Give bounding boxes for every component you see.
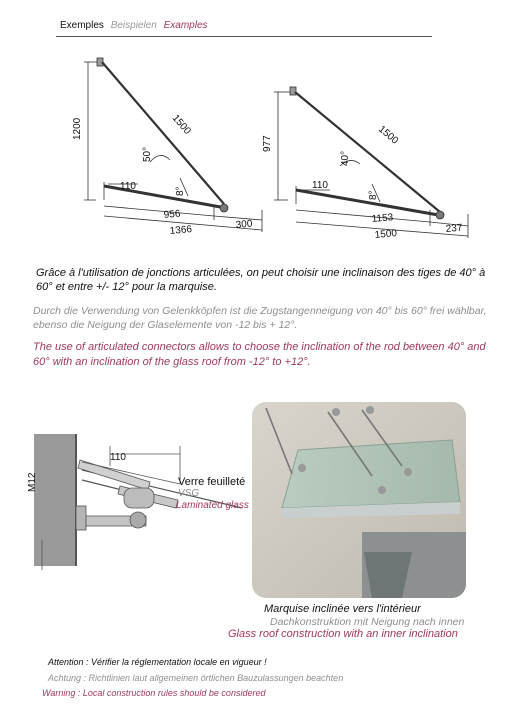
d2-overhang-label: 237 xyxy=(445,222,463,235)
attention-en: Warning : Local construction rules should be considered xyxy=(42,688,266,698)
d2-angle-label: 40° xyxy=(340,150,351,166)
d1-rod-label: 1500 xyxy=(169,112,193,137)
header-fr: Exemples xyxy=(60,20,104,31)
attention-de: Achtung : Richtlinien laut allgemeinen örtlichen Bauzulassungen beachten xyxy=(48,673,344,683)
description-fr: Grâce à l'utilisation de jonctions articulées, on peut choisir une inclinaison des tiges de 40° à 60° et entre +/- 12° pour la marquise. xyxy=(36,267,486,293)
photo-caption-en: Glass roof construction with an inner inclination xyxy=(228,628,458,640)
header-en: Examples xyxy=(163,20,208,31)
d2-offset-label: 110 xyxy=(312,180,328,191)
glass-label-en: Laminated glass xyxy=(176,500,249,511)
d1-outer-label: 1366 xyxy=(169,224,193,237)
glass-label-de: VSG xyxy=(178,488,200,499)
detail-bolt-label: M12 xyxy=(27,472,38,492)
photo-caption-de: Dachkonstruktion mit Neigung nach innen xyxy=(270,616,465,628)
d2-outer-label: 1500 xyxy=(374,228,398,241)
d1-offset-label: 110 xyxy=(120,181,136,192)
d2-height-label: 977 xyxy=(262,135,273,152)
d1-inner-label: 956 xyxy=(163,208,181,221)
description-de: Durch die Verwendung von Gelenkköpfen ist die Zugstangenneigung von 40° bis 60° frei wählbar, ebenso die Neigung der Glaselemente von -12 bis + 12°. xyxy=(33,305,487,331)
connector-detail-drawing xyxy=(30,420,262,570)
d1-height-label: 1200 xyxy=(72,117,83,140)
drawing-1 xyxy=(84,58,262,232)
detail-dim-label: 110 xyxy=(110,452,126,463)
canopy-photo xyxy=(252,402,466,598)
header-de: Beispielen xyxy=(110,20,157,31)
description-en: The use of articulated connectors allows to choose the inclination of the rod between 40° and 60° with an inclination of the glass roof from -12° to +12°. xyxy=(33,341,486,368)
d1-tilt-label: 8° xyxy=(175,186,186,196)
d2-rod-label: 1500 xyxy=(376,123,401,147)
technical-drawings xyxy=(0,0,510,260)
d1-angle-label: 50° xyxy=(142,146,153,162)
d2-tilt-label: 8° xyxy=(368,190,379,200)
d2-inner-label: 1153 xyxy=(371,212,394,225)
glass-label-fr: Verre feuilleté xyxy=(178,476,246,488)
d1-overhang-label: 300 xyxy=(235,218,253,231)
photo-caption-fr: Marquise inclinée vers l'intérieur xyxy=(264,603,421,615)
attention-fr: Attention : Vérifier la réglementation locale en vigueur ! xyxy=(48,657,267,667)
